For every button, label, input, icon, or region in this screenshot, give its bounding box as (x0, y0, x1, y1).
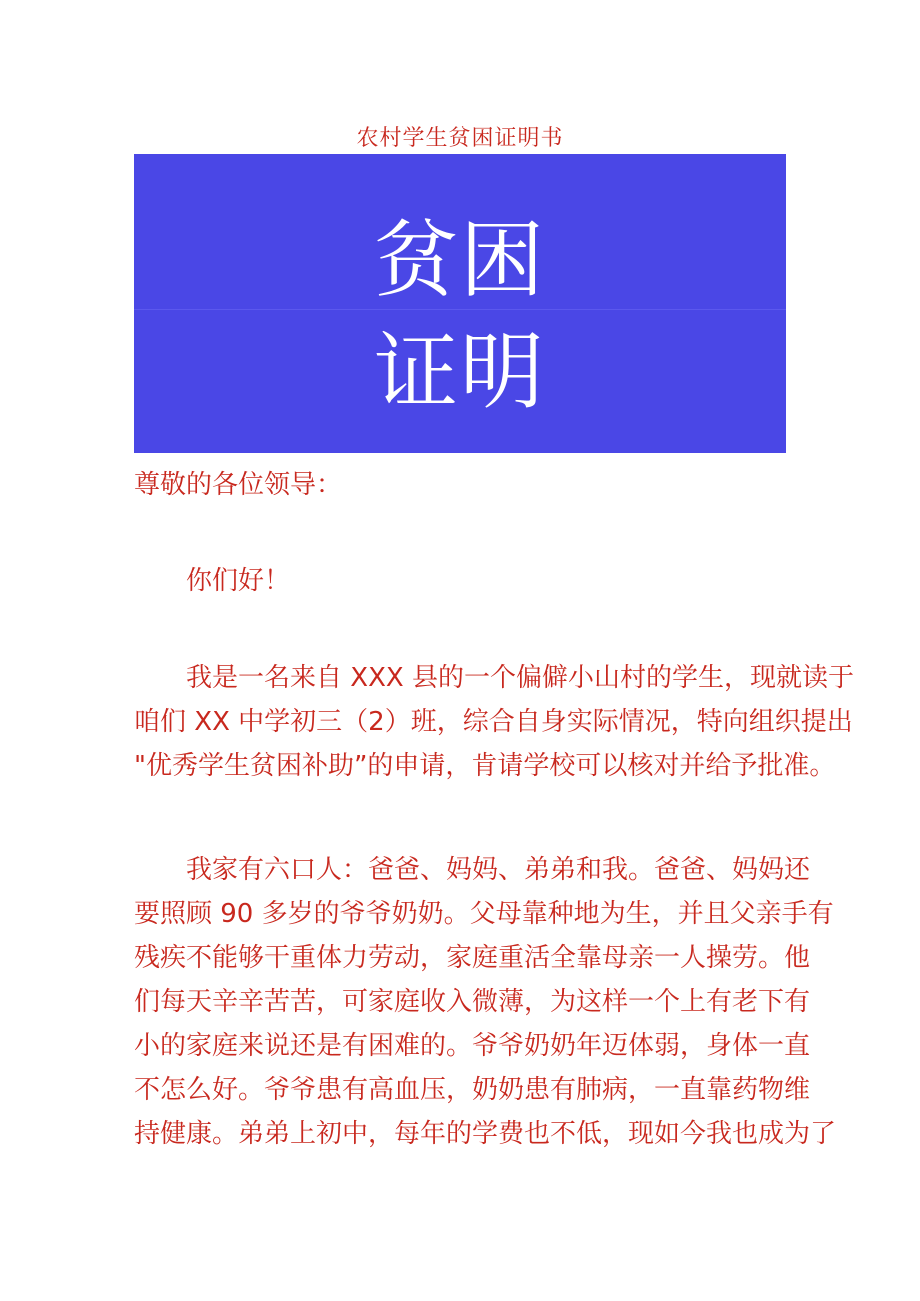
paragraph-line: 残疾不能够干重体力劳动，家庭重活全靠母亲一人操劳。他 (134, 943, 811, 973)
paragraph-line: "优秀学生贫困补助”的申请，肯请学校可以核对并给予批准。 (134, 751, 836, 781)
salutation: 尊敬的各位领导： (134, 470, 343, 500)
paragraph-line: 持健康。弟弟上初中，每年的学费也不低，现如今我也成为了 (134, 1119, 837, 1149)
paragraph-line: 们每天辛辛苦苦，可家庭收入微薄，为这样一个上有老下有 (134, 987, 811, 1017)
banner-line-1: 贫困 (373, 211, 546, 309)
paragraph-line: 小的家庭来说还是有困难的。爷爷奶奶年迈体弱，身体一直 (134, 1031, 811, 1061)
banner-line-2: 证明 (373, 323, 546, 421)
paragraph-line: 我家有六口人：爸爸、妈妈、弟弟和我。爸爸、妈妈还 (186, 855, 811, 885)
paragraph-1 (134, 656, 854, 788)
paragraph-line: 咱们 XX 中学初三（2）班，综合自身实际情况，特向组织提出 (134, 707, 853, 737)
paragraph-line: 不怎么好。爷爷患有高血压，奶奶患有肺病，一直靠药物维 (134, 1075, 811, 1105)
greeting: 你们好！ (186, 566, 291, 596)
paragraph-2 (134, 848, 837, 1156)
paragraph-line: 我是一名来自 XXX 县的一个偏僻小山村的学生，现就读于 (186, 663, 854, 693)
document-title: 农村学生贫困证明书 (356, 126, 564, 151)
paragraph-line: 要照顾 90 多岁的爷爷奶奶。父母靠种地为生，并且父亲手有 (134, 899, 834, 929)
title-banner (134, 154, 786, 453)
